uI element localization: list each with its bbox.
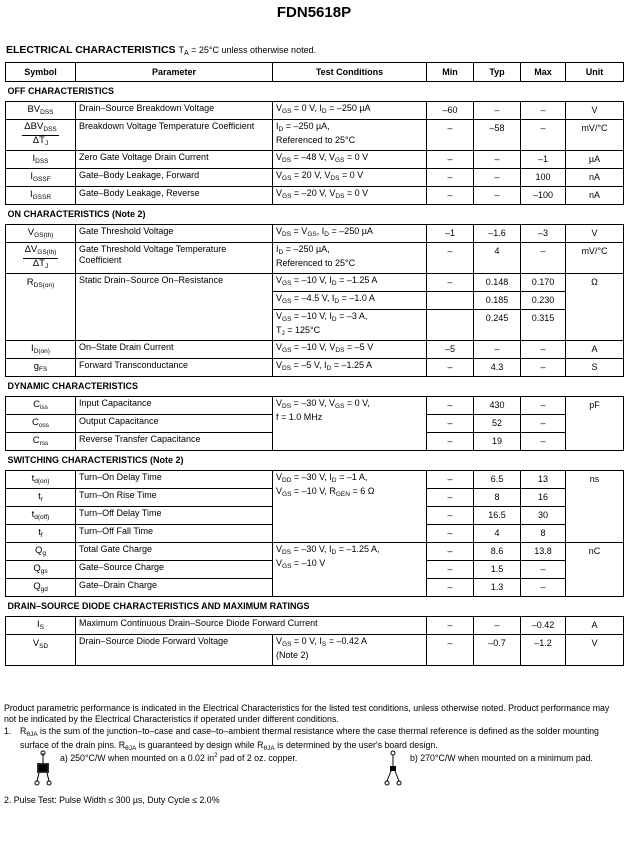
max-value: 0.315 (521, 310, 566, 341)
typ-value: 1.3 (474, 579, 521, 597)
typ-value: 1.5 (474, 561, 521, 579)
parameter: Gate–Body Leakage, Forward (76, 169, 273, 187)
col-parameter: Parameter (76, 63, 273, 82)
min-value (427, 310, 474, 341)
min-value: – (427, 169, 474, 187)
table-row (6, 543, 624, 561)
max-value: – (521, 359, 566, 377)
col-symbol: Symbol (6, 63, 76, 82)
test-condition: $V_{GS} = -10$ V, $V_{DS} = -5$ V (273, 341, 427, 359)
symbol: $V_{SD}$ (6, 635, 76, 666)
page-title: FDN5618P (276, 4, 352, 21)
min-value: – (427, 471, 474, 489)
col-typ: Typ (474, 63, 521, 82)
typ-value: – (474, 169, 521, 187)
max-value: – (521, 433, 566, 451)
parameter: Gate–Source Charge (76, 561, 273, 579)
test-condition: $V_{DS} = V_{GS}$, $I_D = -250$ µA (273, 225, 427, 243)
parameter: Reverse Transfer Capacitance (76, 433, 273, 451)
parameter: Static Drain–Source On–Resistance (76, 274, 273, 341)
symbol: $\frac{\Delta V_{GS(th)}}{\Delta T_J}$ (6, 243, 76, 274)
parameter: Breakdown Voltage Temperature Coefficient (76, 120, 273, 151)
max-value: – (521, 341, 566, 359)
min-value: – (427, 243, 474, 274)
parameter: Turn–On Delay Time (76, 471, 273, 489)
min-value: – (427, 120, 474, 151)
test-condition: $I_D = -250$ µA, Referenced to 25°C (273, 243, 427, 274)
unit-value: A (566, 617, 624, 635)
col-test-conditions: Test Conditions (273, 63, 427, 82)
symbol: $I_{DSS}$ (6, 151, 76, 169)
max-value: 13 (521, 471, 566, 489)
symbol: $I_{D(on)}$ (6, 341, 76, 359)
unit-value: mV/°C (566, 243, 624, 274)
symbol: $V_{GS(th)}$ (6, 225, 76, 243)
min-value: – (427, 415, 474, 433)
symbol: $t_f$ (6, 525, 76, 543)
max-value: 0.170 (521, 274, 566, 292)
typ-value: –58 (474, 120, 521, 151)
table-row (6, 617, 624, 635)
max-value: 8 (521, 525, 566, 543)
parameter: Gate–Drain Charge (76, 579, 273, 597)
unit-value: ns (566, 471, 624, 543)
typ-value: 0.245 (474, 310, 521, 341)
symbol: $C_{oss}$ (6, 415, 76, 433)
max-value: – (521, 561, 566, 579)
min-value: – (427, 525, 474, 543)
section-diode: DRAIN–SOURCE DIODE CHARACTERISTICS AND MAXIMUM RATINGS (6, 597, 624, 617)
section-heading (6, 44, 316, 57)
parameter: Gate Threshold Voltage Temperature Coefficient (76, 243, 273, 274)
symbol: $I_{GSSF}$ (6, 169, 76, 187)
typ-value: 8 (474, 489, 521, 507)
symbol: $Q_{gs}$ (6, 561, 76, 579)
unit-value: µA (566, 151, 624, 169)
max-value: 100 (521, 169, 566, 187)
heading-conditions: $T_A = 25^\circ C$ unless otherwise noted. (178, 45, 317, 57)
min-value: – (427, 489, 474, 507)
parameter: Zero Gate Voltage Drain Current (76, 151, 273, 169)
minimum-pad-footprint-icon (381, 750, 405, 788)
electrical-characteristics-table (5, 62, 624, 666)
typ-value: 4.3 (474, 359, 521, 377)
test-condition: $V_{GS} = 20$ V, $V_{DS} = 0$ V (273, 169, 427, 187)
min-value: – (427, 579, 474, 597)
caption-a: a) 250°C/W when mounted on a 0.02 $in^2$ pad of 2 oz. copper. (60, 753, 298, 763)
typ-value: –0.7 (474, 635, 521, 666)
typ-value: – (474, 102, 521, 120)
section-dynamic: DYNAMIC CHARACTERISTICS (6, 377, 624, 397)
min-value (427, 292, 474, 310)
test-condition: $V_{GS} = 0$ V, $I_S = -0.42$ A (Note 2) (273, 635, 427, 666)
unit-value: V (566, 635, 624, 666)
test-condition: $V_{GS} = 0$ V, $I_D = -250$ µA (273, 102, 427, 120)
col-max: Max (521, 63, 566, 82)
symbol: $C_{iss}$ (6, 397, 76, 415)
min-value: – (427, 187, 474, 205)
symbol: $t_{d(off)}$ (6, 507, 76, 525)
notes-intro: Product parametric performance is indicated in the Electrical Characteristics for the listed test conditions, unless otherwise noted. Product performance may not be indicated by the Electrical Characteristics if operated under different conditions. (4, 703, 610, 724)
parameter: Output Capacitance (76, 415, 273, 433)
table-row (6, 341, 624, 359)
large-pad-footprint-icon (30, 750, 56, 788)
table-row (6, 225, 624, 243)
caption-b: b) 270°C/W when mounted on a minimum pad. (410, 753, 593, 763)
unit-value: V (566, 102, 624, 120)
max-value: – (521, 243, 566, 274)
unit-value: nA (566, 169, 624, 187)
table-row (6, 635, 624, 666)
unit-value: S (566, 359, 624, 377)
table-row (6, 243, 624, 274)
table-row (6, 169, 624, 187)
table-row (6, 471, 624, 489)
section-off: OFF CHARACTERISTICS (6, 82, 624, 102)
parameter: Turn–Off Fall Time (76, 525, 273, 543)
typ-value: – (474, 617, 521, 635)
min-value: – (427, 359, 474, 377)
max-value: – (521, 102, 566, 120)
table-row (6, 120, 624, 151)
max-value: –1.2 (521, 635, 566, 666)
min-value: –60 (427, 102, 474, 120)
header-row (6, 63, 624, 82)
max-value: – (521, 415, 566, 433)
min-value: – (427, 397, 474, 415)
symbol: $C_{rss}$ (6, 433, 76, 451)
col-unit: Unit (566, 63, 624, 82)
parameter: Drain–Source Diode Forward Voltage (76, 635, 273, 666)
typ-value: – (474, 187, 521, 205)
min-value: – (427, 507, 474, 525)
unit-value: nA (566, 187, 624, 205)
test-condition: $V_{DS} = -30$ V, $I_D = -1.25$ A, $V_{GS} = -10$ V (273, 543, 427, 597)
parameter: Gate Threshold Voltage (76, 225, 273, 243)
typ-value: 16.5 (474, 507, 521, 525)
note-1: 1. $R_{\theta JA}$ is the sum of the junction–to–case and case–to–ambient thermal resistance where the case thermal reference is defined as the solder mounting surface of the drain pins. $R_{\theta JA}$ is guaranteed by design while $R_{\theta JA}$ is determined by the user's board design. (4, 726, 599, 752)
min-value: –5 (427, 341, 474, 359)
max-value: – (521, 579, 566, 597)
parameter: Turn–On Rise Time (76, 489, 273, 507)
test-condition: $V_{GS} = -20$ V, $V_{DS} = 0$ V (273, 187, 427, 205)
symbol: $Q_{gd}$ (6, 579, 76, 597)
symbol: $R_{DS(on)}$ (6, 274, 76, 341)
parameter: On–State Drain Current (76, 341, 273, 359)
test-condition: $V_{GS} = -4.5$ V, $I_D = -1.0$ A (273, 292, 427, 310)
symbol: $I_S$ (6, 617, 76, 635)
typ-value: 0.185 (474, 292, 521, 310)
test-condition: $V_{DS} = -48$ V, $V_{GS} = 0$ V (273, 151, 427, 169)
unit-value: mV/°C (566, 120, 624, 151)
parameter: Turn–Off Delay Time (76, 507, 273, 525)
table-row (6, 102, 624, 120)
min-value: – (427, 561, 474, 579)
max-value: 30 (521, 507, 566, 525)
min-value: –1 (427, 225, 474, 243)
min-value: – (427, 433, 474, 451)
table-row (6, 187, 624, 205)
min-value: – (427, 543, 474, 561)
table-row (6, 274, 624, 292)
min-value: – (427, 274, 474, 292)
min-value: – (427, 617, 474, 635)
min-value: – (427, 151, 474, 169)
table-row (6, 151, 624, 169)
max-value: – (521, 397, 566, 415)
parameter: Total Gate Charge (76, 543, 273, 561)
test-condition: $V_{DD} = -30$ V, $I_D = -1$ A, $V_{GS} = -10$ V, $R_{GEN} = 6$ Ω (273, 471, 427, 543)
typ-value: 0.148 (474, 274, 521, 292)
test-condition: $V_{GS} = -10$ V, $I_D = -1.25$ A (273, 274, 427, 292)
section-switching: SWITCHING CHARACTERISTICS (Note 2) (6, 451, 624, 471)
max-value: 13.8 (521, 543, 566, 561)
unit-value: V (566, 225, 624, 243)
max-value: 16 (521, 489, 566, 507)
typ-value: 430 (474, 397, 521, 415)
unit-value: A (566, 341, 624, 359)
symbol: $t_{d(on)}$ (6, 471, 76, 489)
col-min: Min (427, 63, 474, 82)
table-row (6, 397, 624, 415)
typ-value: 4 (474, 243, 521, 274)
symbol: $t_r$ (6, 489, 76, 507)
table-row (6, 359, 624, 377)
typ-value: –1.6 (474, 225, 521, 243)
unit-value: nC (566, 543, 624, 597)
typ-value: 19 (474, 433, 521, 451)
parameter: Input Capacitance (76, 397, 273, 415)
note-2: 2. Pulse Test: Pulse Width ≤ 300 µs, Duty Cycle ≤ 2.0% (4, 795, 220, 805)
symbol: $BV_{DSS}$ (6, 102, 76, 120)
parameter: Forward Transconductance (76, 359, 273, 377)
max-value: –0.42 (521, 617, 566, 635)
typ-value: 6.5 (474, 471, 521, 489)
unit-value: Ω (566, 274, 624, 341)
typ-value: 8.6 (474, 543, 521, 561)
test-condition: $V_{DS} = -5$ V, $I_D = -1.25$ A (273, 359, 427, 377)
max-value: –3 (521, 225, 566, 243)
max-value: – (521, 120, 566, 151)
unit-value: pF (566, 397, 624, 451)
max-value: –100 (521, 187, 566, 205)
parameter: Gate–Body Leakage, Reverse (76, 187, 273, 205)
heading-main: ELECTRICAL CHARACTERISTICS (6, 44, 176, 56)
symbol: $Q_g$ (6, 543, 76, 561)
max-value: 0.230 (521, 292, 566, 310)
typ-value: – (474, 151, 521, 169)
test-condition: $V_{GS} = -10$ V, $I_D = -3$ A, $T_J = 125^\circ C$ (273, 310, 427, 341)
typ-value: – (474, 341, 521, 359)
section-on: ON CHARACTERISTICS (Note 2) (6, 205, 624, 225)
typ-value: 4 (474, 525, 521, 543)
test-condition: $I_D = -250$ µA, Referenced to 25°C (273, 120, 427, 151)
parameter: Drain–Source Breakdown Voltage (76, 102, 273, 120)
symbol: $I_{GSSR}$ (6, 187, 76, 205)
parameter: Maximum Continuous Drain–Source Diode Forward Current (76, 617, 427, 635)
test-condition: $V_{DS} = -30$ V, $V_{GS} = 0$ V, f = 1.0 MHz (273, 397, 427, 451)
min-value: – (427, 635, 474, 666)
symbol: $\frac{\Delta BV_{DSS}}{\Delta T_J}$ (6, 120, 76, 151)
typ-value: 52 (474, 415, 521, 433)
max-value: –1 (521, 151, 566, 169)
symbol: $g_{FS}$ (6, 359, 76, 377)
